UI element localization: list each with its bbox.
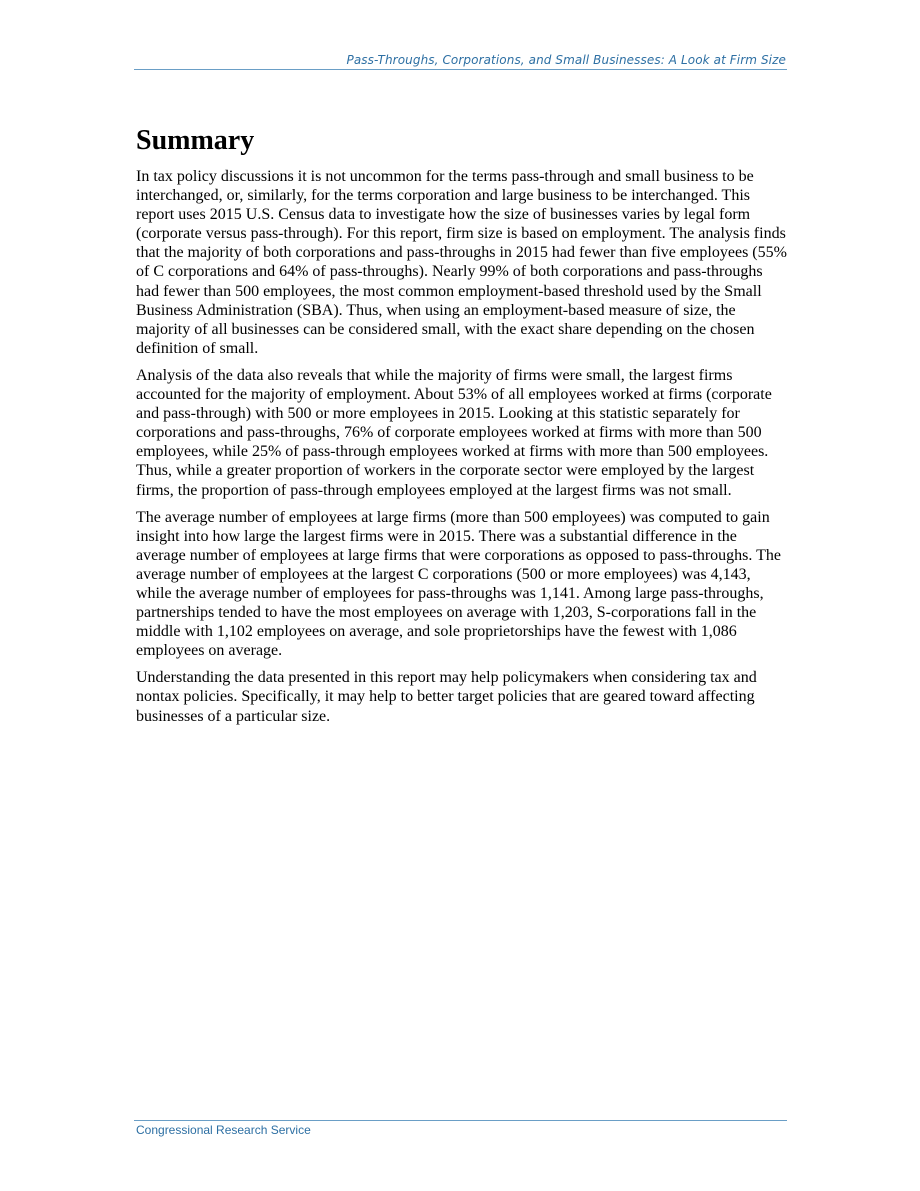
running-header-title: Pass-Throughs, Corporations, and Small Businesses: A Look at Firm Size [346,53,786,67]
footer-publisher: Congressional Research Service [136,1123,311,1137]
main-content [136,124,788,734]
paragraph-4: Understanding the data presented in this report may help policymakers when considering tax and nontax policies. Specifically, it may help to better target policies that are geared toward affecting businesses of a particular size. [136,669,757,725]
footer-divider [134,1120,787,1121]
section-heading: Summary [136,125,255,156]
paragraph-2: Analysis of the data also reveals that while the majority of firms were small, the largest firms accounted for the majority of employment. About 53% of all employees worked at firms (corporate and pass-through) with 500 or more employees in 2015. Looking at this statistic separately for corporations and pass-throughs, 76% of corporate employees worked at firms with more than 500 employees, while 25% of pass-through employees worked at firms with more than 500 employees. Thus, while a greater proportion of workers in the corporate sector were employed by the largest firms, the proportion of pass-through employees employed at the largest firms was not small. [136,366,772,499]
paragraph-1: In tax policy discussions it is not uncommon for the terms pass-through and small business to be interchanged, or, similarly, for the terms corporation and large business to be interchanged. This report uses 2015 U.S. Census data to investigate how the size of businesses varies by legal form (corporate versus pass-through). For this report, firm size is based on employment. The analysis finds that the majority of both corporations and pass-throughs in 2015 had fewer than five employees (55% of C corporations and 64% of pass-throughs). Nearly 99% of both corporations and pass-throughs had fewer than 500 employees, the most common employment-based threshold used by the Small Business Administration (SBA). Thus, when using an employment-based measure of size, the majority of all businesses can be considered small, with the exact share depending on the chosen definition of small. [136,168,787,357]
header-divider [134,69,787,70]
paragraph-3: The average number of employees at large firms (more than 500 employees) was computed to gain insight into how large the largest firms were in 2015. There was a substantial difference in the average number of employees at large firms that were corporations as opposed to pass-throughs. The average number of employees at the largest C corporations (500 or more employees) was 4,143, while the average number of employees for pass-throughs was 1,141. Among large pass-throughs, partnerships tended to have the most employees on average with 1,203, S-corporations fall in the middle with 1,102 employees on average, and sole proprietorships have the fewest with 1,086 employees on average. [136,508,781,660]
